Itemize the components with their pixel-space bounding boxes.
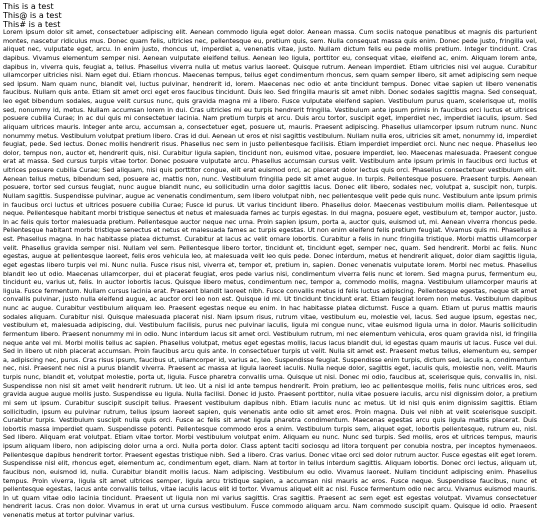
test-line-2: This@ is a test	[3, 11, 62, 20]
lorem-ipsum-body: Lorem ipsum dolor sit amet, consectetuer adipiscing elit. Aenean commodo ligula eget dolor. Aenean massa. Cum sociis natoque penatibus et magnis dis parturient montes, nascetur ridiculus mus. Donec quam felis, ultricies nec, pellentesque eu, pretium quis, sem. Nulla consequat massa quis enim. Donec pede justo, fringilla vel, aliquet nec, vulputate eget, arcu. In enim justo, rhoncus ut, imperdiet a, venenatis vitae, justo. Nullam dictum felis eu pede mollis pretium. Integer tincidunt. Cras dapibus. Vivamus elementum semper nisi. Aenean vulputate eleifend tellus. Aenean leo ligula, porttitor eu, consequat vitae, eleifend ac, enim. Aliquam lorem ante, dapibus in, viverra quis, feugiat a, tellus. Phasellus viverra nulla ut metus varius laoreet. Quisque rutrum. Aenean imperdiet. Etiam ultricies nisi vel augue. Curabitur ullamcorper ultricies nisi. Nam eget dui. Etiam rhoncus. Maecenas tempus, tellus eget condimentum rhoncus, sem quam semper libero, sit amet adipiscing sem neque sed ipsum. Nam quam nunc, blandit vel, luctus pulvinar, hendrerit id, lorem. Maecenas nec odio et ante tincidunt tempus. Donec vitae sapien ut libero venenatis faucibus. Nullam quis ante. Etiam sit amet orci eget eros faucibus tincidunt. Duis leo. Sed fringilla mauris sit amet nibh. Donec sodales sagittis magna. Sed consequat, leo eget bibendum sodales, augue velit cursus nunc, quis gravida magna mi a libero. Fusce vulputate eleifend sapien. Vestibulum purus quam, scelerisque ut, mollis sed, nonummy id, metus. Nullam accumsan lorem in dui. Cras ultricies mi eu turpis hendrerit fringilla. Vestibulum ante ipsum primis in faucibus orci luctus et ultrices posuere cubilia Curae; In ac dui quis mi consectetuer lacinia. Nam pretium turpis et arcu. Duis arcu tortor, suscipit eget, imperdiet nec, imperdiet iaculis, ipsum. Sed aliquam ultrices mauris. Integer ante arcu, accumsan a, consectetuer eget, posuere ut, mauris. Praesent adipiscing. Phasellus ullamcorper ipsum rutrum nunc. Nunc nonummy metus. Vestibulum volutpat pretium libero. Cras id dui. Aenean ut eros et nisl sagittis vestibulum. Nullam nulla eros, ultricies sit amet, nonummy id, imperdiet feugiat, pede. Sed lectus. Donec mollis hendrerit risus. Phasellus nec sem in justo pellentesque facilisis. Etiam imperdiet imperdiet orci. Nunc nec neque. Phasellus leo dolor, tempus non, auctor et, hendrerit quis, nisi. Curabitur ligula sapien, tincidunt non, euismod vitae, posuere imperdiet, leo. Maecenas malesuada. Praesent congue erat at massa. Sed cursus turpis vitae tortor. Donec posuere vulputate arcu. Phasellus accumsan cursus velit. Vestibulum ante ipsum primis in faucibus orci luctus et ultrices posuere cubilia Curae; Sed aliquam, nisi quis porttitor congue, elit erat euismod orci, ac placerat dolor lectus quis orci. Phasellus consectetuer vestibulum elit. Aenean tellus metus, bibendum sed, posuere ac, mattis non, nunc. Vestibulum fringilla pede sit amet augue. In turpis. Pellentesque posuere. Praesent turpis. Aenean posuere, tortor sed cursus feugiat, nunc augue blandit nunc, eu sollicitudin urna dolor sagittis lacus. Donec elit libero, sodales nec, volutpat a, suscipit non, turpis. Nullam sagittis. Suspendisse pulvinar, augue ac venenatis condimentum, sem libero volutpat nibh, nec pellentesque velit pede quis nunc. Vestibulum ante ipsum primis in faucibus orci luctus et ultrices posuere cubilia Curae; Fusce id purus. Ut varius tincidunt libero. Phasellus dolor. Maecenas vestibulum mollis diam. Pellentesque ut neque. Pellentesque habitant morbi tristique senectus et netus et malesuada fames ac turpis egestas. In dui magna, posuere eget, vestibulum et, tempor auctor, justo. In ac felis quis tortor malesuada pretium. Pellentesque auctor neque nec urna. Proin sapien ipsum, porta a, auctor quis, euismod ut, mi. Aenean viverra rhoncus pede. Pellentesque habitant morbi tristique senectus et netus et malesuada fames ac turpis egestas. Ut non enim eleifend felis pretium feugiat. Vivamus quis mi. Phasellus a est. Phasellus magna. In hac habitasse platea dictumst. Curabitur at lacus ac velit ornare lobortis. Curabitur a felis in nunc fringilla tristique. Morbi mattis ullamcorper velit. Phasellus gravida semper nisi. Nullam vel sem. Pellentesque libero tortor, tincidunt et, tincidunt eget, semper nec, quam. Sed hendrerit. Morbi ac felis. Nunc egestas, augue at pellentesque laoreet, felis eros vehicula leo, at malesuada velit leo quis pede. Donec interdum, metus et hendrerit aliquet, dolor diam sagittis ligula, eget egestas libero turpis vel mi. Nunc nulla. Fusce risus nisl, viverra et, tempor et, pretium in, sapien. Donec venenatis vulputate lorem. Morbi nec metus. Phasellus blandit leo ut odio. Maecenas ullamcorper, dui et placerat feugiat, eros pede varius nisi, condimentum viverra felis nunc et lorem. Sed magna purus, fermentum eu, tincidunt eu, varius ut, felis. In auctor lobortis lacus. Quisque libero metus, condimentum nec, tempor a, commodo mollis, magna. Vestibulum ullamcorper mauris at ligula. Fusce fermentum. Nullam cursus lacinia erat. Praesent blandit laoreet nibh. Fusce convallis metus id felis luctus adipiscing. Pellentesque egestas, neque sit amet convallis pulvinar, justo nulla eleifend augue, ac auctor orci leo non est. Quisque id mi. Ut tincidunt tincidunt erat. Etiam feugiat lorem non metus. Vestibulum dapibus nunc ac augue. Curabitur vestibulum aliquam leo. Praesent egestas neque eu enim. In hac habitasse platea dictumst. Fusce a quam. Etiam ut purus mattis mauris sodales aliquam. Curabitur nisi. Quisque malesuada placerat nisl. Nam ipsum risus, rutrum vitae, vestibulum eu, molestie vel, lacus. Sed augue ipsum, egestas nec, vestibulum et, malesuada adipiscing, dui. Vestibulum facilisis, purus nec pulvinar iaculis, ligula mi congue nunc, vitae euismod ligula urna in dolor. Mauris sollicitudin fermentum libero. Praesent nonummy mi in odio. Nunc interdum lacus sit amet orci. Vestibulum rutrum, mi nec elementum vehicula, eros quam gravida nisl, id fringilla neque ante vel mi. Morbi mollis tellus ac sapien. Phasellus volutpat, metus eget egestas mollis, lacus lacus blandit dui, id egestas quam mauris ut lacus. Fusce vel dui. Sed in libero ut nibh placerat accumsan. Proin faucibus arcu quis ante. In consectetuer turpis ut velit. Nulla sit amet est. Praesent metus tellus, elementum eu, semper a, adipiscing nec, purus. Cras risus ipsum, faucibus ut, ullamcorper id, varius ac, leo. Suspendisse feugiat. Suspendisse enim turpis, dictum sed, iaculis a, condimentum nec, nisi. Praesent nec nisl a purus blandit viverra. Praesent ac massa at ligula laoreet iaculis. Nulla neque dolor, sagittis eget, iaculis quis, molestie non, velit. Mauris turpis nunc, blandit et, volutpat molestie, porta ut, ligula. Fusce pharetra convallis urna. Quisque ut nisi. Donec mi odio, faucibus at, scelerisque quis, convallis in, nisi. Suspendisse non nisl sit amet velit hendrerit rutrum. Ut leo. Ut a nisl id ante tempus hendrerit. Proin pretium, leo ac pellentesque mollis, felis nunc ultrices eros, sed gravida augue augue mollis justo. Suspendisse eu ligula. Nulla facilisi. Donec id justo. Praesent porttitor, nulla vitae posuere iaculis, arcu nisl dignissim dolor, a pretium mi sem ut ipsum. Curabitur suscipit suscipit tellus. Praesent vestibulum dapibus nibh. Etiam iaculis nunc ac metus. Ut id nisl quis enim dignissim sagittis. Etiam sollicitudin, ipsum eu pulvinar rutrum, tellus ipsum laoreet sapien, quis venenatis ante odio sit amet eros. Proin magna. Duis vel nibh at velit scelerisque suscipit. Curabitur turpis. Vestibulum suscipit nulla quis orci. Fusce ac felis sit amet ligula pharetra condimentum. Maecenas egestas arcu quis ligula mattis placerat. Duis lobortis massa imperdiet quam. Suspendisse potenti. Pellentesque commodo eros a enim. Vestibulum turpis sem, aliquet eget, lobortis pellentesque, rutrum eu, nisl. Sed libero. Aliquam erat volutpat. Etiam vitae tortor. Morbi vestibulum volutpat enim. Aliquam eu nunc. Nunc sed turpis. Sed mollis, eros et ultrices tempus, mauris ipsum aliquam libero, non adipiscing dolor urna a orci. Nulla porta dolor. Class aptent taciti sociosqu ad litora torquent per conubia nostra, per inceptos hymenaeos. Pellentesque dapibus hendrerit tortor. Praesent egestas tristique nibh. Sed a libero. Cras varius. Donec vitae orci sed dolor rutrum auctor. Fusce egestas elit eget lorem. Suspendisse nisl elit, rhoncus eget, elementum ac, condimentum eget, diam. Nam at tortor in tellus interdum sagittis. Aliquam lobortis. Donec orci lectus, aliquam ut, faucibus non, euismod id, nulla. Curabitur blandit mollis lacus. Nam adipiscing. Vestibulum eu odio. Vivamus laoreet. Nullam tincidunt adipiscing enim. Phasellus tempus. Proin viverra, ligula sit amet ultrices semper, ligula arcu tristique sapien, a accumsan nisi mauris ac eros. Fusce neque. Suspendisse faucibus, nunc et pellentesque egestas, lacus ante convallis tellus, vitae iaculis lacus elit id tortor. Vivamus aliquet elit ac nisl. Fusce fermentum odio nec arcu. Vivamus euismod mauris. In ut quam vitae odio lacinia tincidunt. Praesent ut ligula non mi varius sagittis. Cras sagittis. Praesent ac sem eget est egestas volutpat. Vivamus consectetuer hendrerit lacus. Cras non dolor. Vivamus in erat ut urna cursus vestibulum. Fusce commodo aliquam arcu. Nam commodo suscipit quam. Quisque id odio. Praesent venenatis metus at tortor pulvinar varius.	[3, 29, 537, 519]
test-line-3: This# is a test	[3, 20, 61, 29]
test-line-1: This is a test	[3, 2, 54, 11]
